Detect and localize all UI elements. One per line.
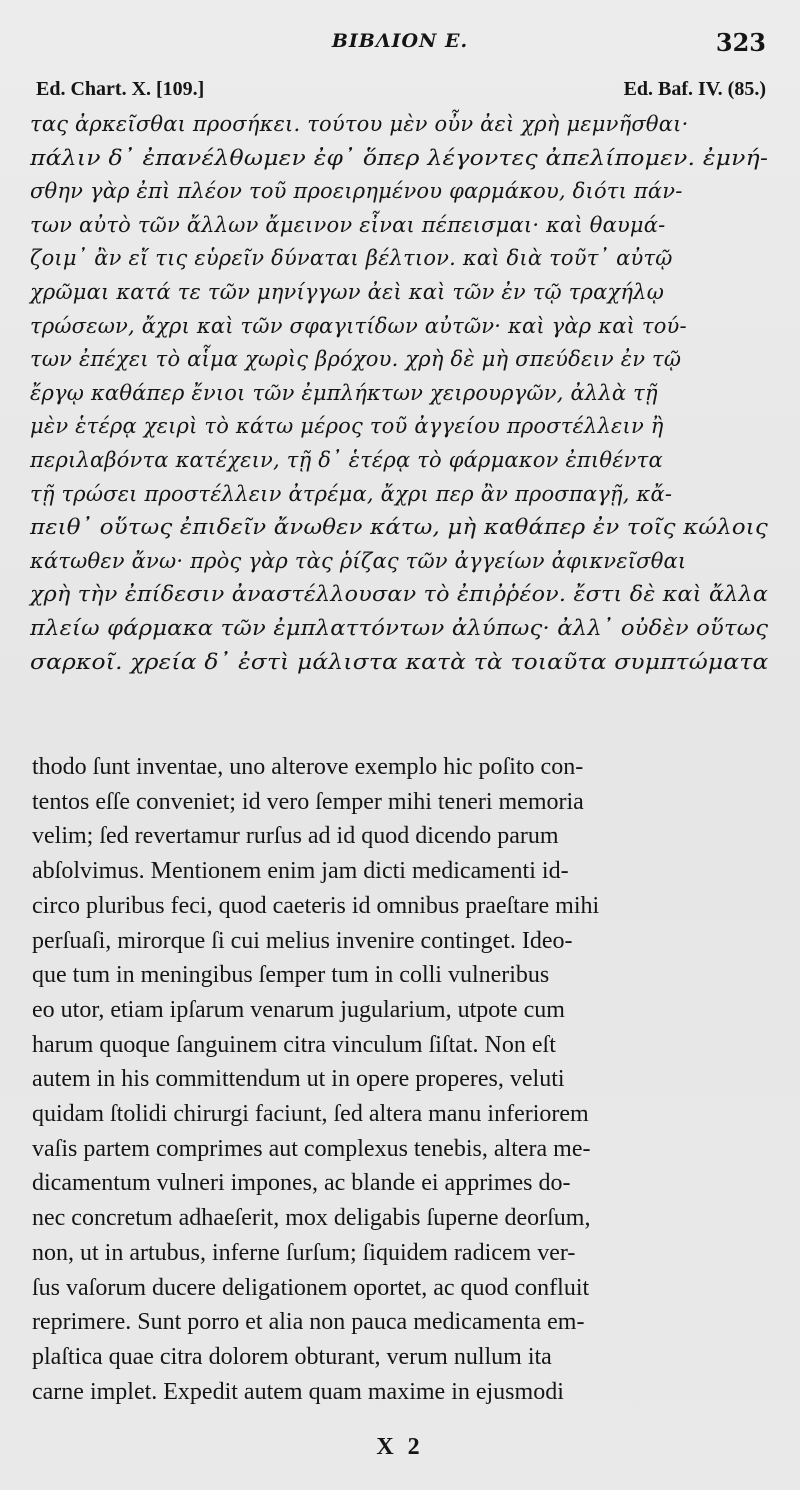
greek-line: τῇ τρώσει προστέλλειν ἀτρέμα, ἄχρι περ ἂν προσπαγῇ, κἄ- [30, 481, 673, 506]
greek-line: σαρκοῖ. χρεία δ᾽ ἐστὶ μάλιστα κατὰ τὰ τοιαῦτα συμπτώματα [30, 649, 769, 674]
latin-line: reprimere. Sunt porro et alia non pauca medicamenta em- [32, 1309, 585, 1336]
edition-chart-reference: Ed. Chart. X. [109.] [36, 78, 205, 100]
greek-line: σθην γὰρ ἐπὶ πλέον τοῦ προειρημένου φαρμάκου, διότι πάν- [30, 179, 683, 204]
greek-line: τρώσεων, ἄχρι καὶ τῶν σφαγιτίδων αὐτῶν· καὶ γὰρ καὶ τού- [30, 313, 687, 338]
greek-line: ζοιμ᾽ ἂν εἴ τις εὑρεῖν δύναται βέλτιον. καὶ διὰ τοῦτ᾽ αὐτῷ [30, 246, 673, 271]
latin-line: dicamentum vulneri impones, ac blande ei apprimes do- [32, 1170, 571, 1197]
edition-references [36, 78, 766, 106]
latin-line: ſus vaſorum ducere deligationem oportet, ac quod confluit [32, 1274, 590, 1301]
latin-line: tentos eſſe conveniet; id vero ſemper mihi teneri memoria [32, 788, 584, 815]
latin-line: non, ut in artubus, inferne ſurſum; ſiquidem radicem ver- [32, 1239, 576, 1266]
latin-line: que tum in meningibus ſemper tum in colli vulneribus [32, 962, 550, 989]
latin-text-block [32, 750, 774, 1409]
greek-line: κάτωθεν ἄνω· πρὸς γὰρ τὰς ῥίζας τῶν ἀγγείων ἀφικνεῖσθαι [30, 548, 687, 573]
latin-line: quidam ſtolidi chirurgi faciunt, ſed altera manu inferiorem [32, 1101, 589, 1128]
latin-line: plaſtica quae citra dolorem obturant, verum nullum ita [32, 1343, 552, 1370]
greek-line: τας ἀρκεῖσθαι προσήκει. τούτου μὲν οὖν ἀεὶ χρὴ μεμνῆσθαι· [30, 112, 689, 136]
latin-line: abſolvimus. Mentionem enim jam dicti medicamenti id- [32, 858, 569, 885]
latin-line: nec concretum adhaeſerit, mox deligabis ſuperne deorſum, [32, 1205, 591, 1232]
greek-line: περιλαβόντα κατέχειν, τῇ δ᾽ ἑτέρᾳ τὸ φάρμακον ἐπιθέντα [30, 447, 663, 472]
greek-line: των ἐπέχει τὸ αἷμα χωρὶς βρόχου. χρὴ δὲ μὴ σπεύδειν ἐν τῷ [30, 347, 682, 372]
latin-line: harum quoque ſanguinem citra vinculum ſiſtat. Non eſt [32, 1031, 556, 1058]
latin-line: eo utor, etiam ipſarum venarum jugularium, utpote cum [32, 996, 565, 1023]
latin-line: autem in his committendum ut in opere properes, veluti [32, 1066, 565, 1093]
greek-line: των αὐτὸ τῶν ἄλλων ἄμεινον εἶναι πέπεισμαι· καὶ θαυμά- [30, 212, 666, 237]
running-head [0, 30, 800, 64]
latin-line: perſuaſi, mirorque ſi cui melius invenire continget. Ideo- [32, 927, 573, 954]
greek-line: χρῶμαι κατά τε τῶν μηνίγγων ἀεὶ καὶ τῶν ἐν τῷ τραχήλῳ [30, 279, 665, 304]
latin-line: velim; ſed revertamur rurſus ad id quod dicendo parum [32, 823, 559, 850]
greek-line: μὲν ἑτέρᾳ χειρὶ τὸ κάτω μέρος τοῦ ἀγγείου προστέλλειν ἢ [30, 414, 664, 439]
latin-line: carne implet. Expedit autem quam maxime in ejusmodi [32, 1378, 564, 1405]
greek-line: χρὴ τὴν ἐπίδεσιν ἀναστέλλουσαν τὸ ἐπιῤῥέον. ἔστι δὲ καὶ ἄλλα [30, 582, 769, 607]
greek-line: πειθ᾽ οὕτως ἐπιδεῖν ἄνωθεν κάτω, μὴ καθάπερ ἐν τοῖς κώλοις [30, 515, 768, 540]
edition-basel-reference: Ed. Baf. IV. (85.) [623, 78, 766, 100]
greek-line: ἔργῳ καθάπερ ἔνιοι τῶν ἐμπλήκτων χειρουργῶν, ἀλλὰ τῇ [30, 380, 658, 405]
greek-line: πάλιν δ᾽ ἐπανέλθωμεν ἐφ᾽ ὅπερ λέγοντες ἀπελίπομεν. ἐμνή- [30, 145, 769, 170]
latin-line: circo pluribus feci, quod caeteris id omnibus praeſtare mihi [32, 892, 600, 919]
page-number: 323 [715, 28, 766, 57]
latin-line: thodo ſunt inventae, uno alterove exemplo hic poſito con- [32, 754, 584, 780]
latin-line: vaſis partem comprimes aut complexus tenebis, altera me- [32, 1135, 591, 1162]
greek-line: πλείω φάρμακα τῶν ἐμπλαττόντων ἀλύπως· ἀλλ᾽ οὐδὲν οὕτως [30, 615, 769, 640]
greek-text-block [30, 108, 772, 679]
book-title: BIBΛΙΟΝ E. [331, 30, 469, 52]
signature-mark: X 2 [376, 1434, 424, 1460]
